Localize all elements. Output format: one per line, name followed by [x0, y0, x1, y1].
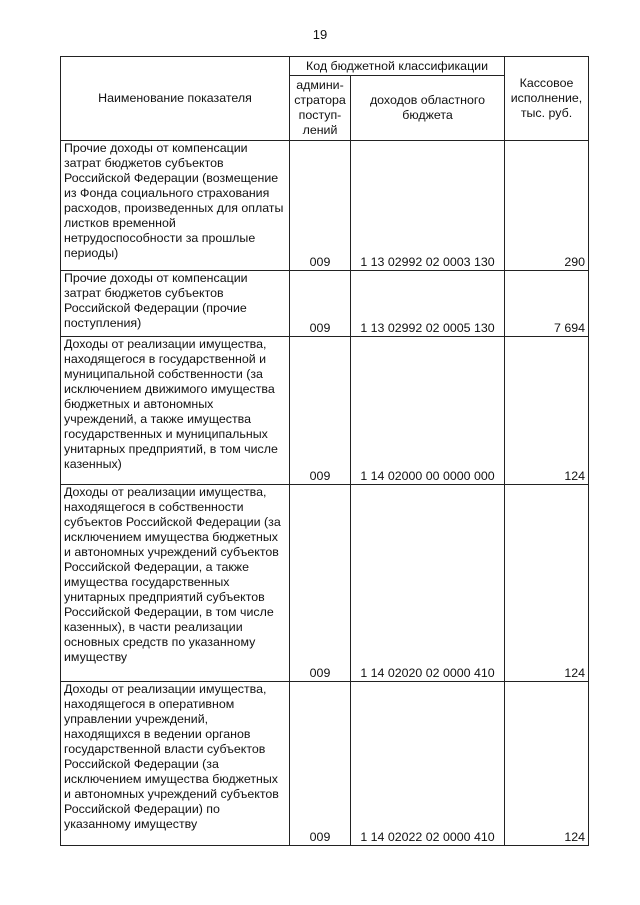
row-amount: 290 [505, 141, 589, 271]
header-indicator-name: Наименование показателя [61, 57, 290, 141]
row-revenue-code: 1 14 02020 02 0000 410 [351, 485, 505, 682]
row-admin-code: 009 [290, 485, 351, 682]
table-row [61, 271, 589, 337]
row-name: Доходы от реализации имущества, находящегося в оперативном управлении учреждений, находящихся в ведении органов государственной власти субъектов Российской Федерации (за исключением имущества бюджетных и автономных учреждений субъектов Российской Федерации) по указанному имуществу [61, 682, 290, 846]
row-name: Прочие доходы от компенсации затрат бюджетов субъектов Российской Федерации (прочие поступления) [61, 271, 290, 337]
row-name: Доходы от реализации имущества, находящегося в собственности субъектов Российской Федерации (за исключением имущества бюджетных и автономных учреждений субъектов Российской Федерации, а также имущества государственных унитарных предприятий субъектов Российской Федерации, в том числе казенных), в части реализации основных средств по указанному имуществу [61, 485, 290, 682]
budget-report-table [60, 56, 589, 846]
row-revenue-code: 1 13 02992 02 0003 130 [351, 141, 505, 271]
row-amount: 124 [505, 682, 589, 846]
row-admin-code: 009 [290, 271, 351, 337]
row-admin-code: 009 [290, 337, 351, 485]
row-amount: 124 [505, 485, 589, 682]
row-name: Доходы от реализации имущества, находящегося в государственной и муниципальной собственности (за исключением движимого имущества бюджетных и автономных учреждений, а также имущества государственных и муниципальных унитарных предприятий, в том числе казенных) [61, 337, 290, 485]
page-number: 19 [312, 27, 328, 42]
table-row [61, 141, 589, 271]
table-row [61, 682, 589, 846]
header-revenue-code: доходов областного бюджета [351, 76, 505, 141]
table-row [61, 485, 589, 682]
row-name: Прочие доходы от компенсации затрат бюджетов субъектов Российской Федерации (возмещение из Фонда социального страхования расходов, произведенных для оплаты листков временной нетрудоспособности за прошлые периоды) [61, 141, 290, 271]
header-cash-execution: Кассовое исполнение, тыс. руб. [505, 57, 589, 141]
row-revenue-code: 1 14 02000 00 0000 000 [351, 337, 505, 485]
row-revenue-code: 1 14 02022 02 0000 410 [351, 682, 505, 846]
row-admin-code: 009 [290, 682, 351, 846]
row-amount: 7 694 [505, 271, 589, 337]
row-amount: 124 [505, 337, 589, 485]
row-revenue-code: 1 13 02992 02 0005 130 [351, 271, 505, 337]
row-admin-code: 009 [290, 141, 351, 271]
table-row [61, 337, 589, 485]
header-classification-code: Код бюджетной классификации [290, 57, 505, 76]
header-administrator: админи-стратора поступ-лений [290, 76, 351, 141]
